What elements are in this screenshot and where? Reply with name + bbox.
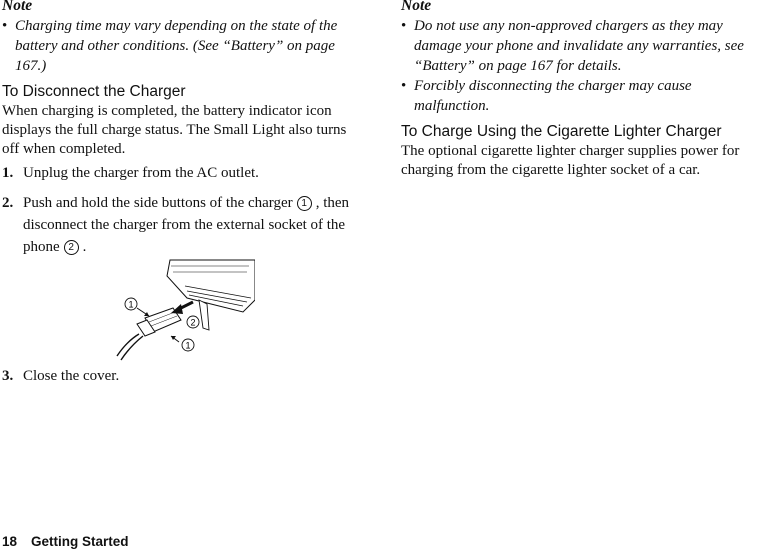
page-number: 18	[2, 534, 18, 549]
step-text: Unplug the charger from the AC outlet.	[23, 165, 259, 181]
section-title-disconnect: To Disconnect the Charger	[2, 83, 186, 100]
step-number: 1.	[2, 165, 14, 181]
note-heading: Note	[2, 0, 33, 14]
note-item-text: Forcibly disconnecting the charger may cause malfunction.	[414, 78, 692, 114]
step-3	[2, 366, 364, 387]
note-item-text: Do not use any non-approved chargers as they may damage your phone and invalidate any warranties, see “Battery” on page 167 for details.	[414, 18, 744, 74]
cigarette-charger-paragraph: The optional cigarette lighter charger supplies power for charging from the cigarette lighter socket of a car.	[401, 143, 740, 178]
step-number: 3.	[2, 368, 14, 384]
callout-label: 1	[185, 340, 191, 351]
intro-paragraph: When charging is completed, the battery indicator icon displays the full charge status. The Small Light also turns off when completed.	[2, 103, 347, 157]
steps-list-continued	[2, 366, 364, 387]
note-item	[401, 76, 759, 116]
note-list	[401, 16, 759, 116]
step-text: Push and hold the side buttons of the charger	[23, 195, 293, 211]
right-column	[401, 0, 759, 180]
note-list	[2, 16, 364, 76]
callout-marker-2: 2	[64, 240, 79, 255]
section-title-cigarette-charger: To Charge Using the Cigarette Lighter Charger	[401, 123, 722, 140]
bullet: •	[401, 78, 407, 94]
page-footer	[2, 532, 129, 552]
callout-marker-1: 1	[297, 196, 312, 211]
note-heading: Note	[401, 0, 432, 14]
note-item-text: Charging time may vary depending on the state of the battery and other conditions. (See “Battery” on page 167.)	[15, 18, 338, 74]
step-text: .	[82, 239, 87, 255]
note-item	[2, 16, 364, 76]
steps-list	[2, 163, 364, 258]
note-item	[401, 16, 759, 76]
step-2	[2, 192, 364, 258]
step-text: Close the cover.	[23, 368, 120, 384]
step-text: , then disconnect the charger from the external socket of the phone	[23, 195, 350, 255]
bullet: •	[2, 18, 8, 34]
step-3-container	[2, 366, 364, 387]
charger-disconnect-illustration	[115, 258, 255, 362]
footer-section-name: Getting Started	[31, 534, 129, 549]
step-number: 2.	[2, 195, 14, 211]
left-column	[2, 0, 364, 258]
bullet: •	[401, 18, 407, 34]
callout-label: 1	[128, 299, 134, 310]
step-1	[2, 163, 364, 184]
callout-label: 2	[190, 317, 196, 328]
